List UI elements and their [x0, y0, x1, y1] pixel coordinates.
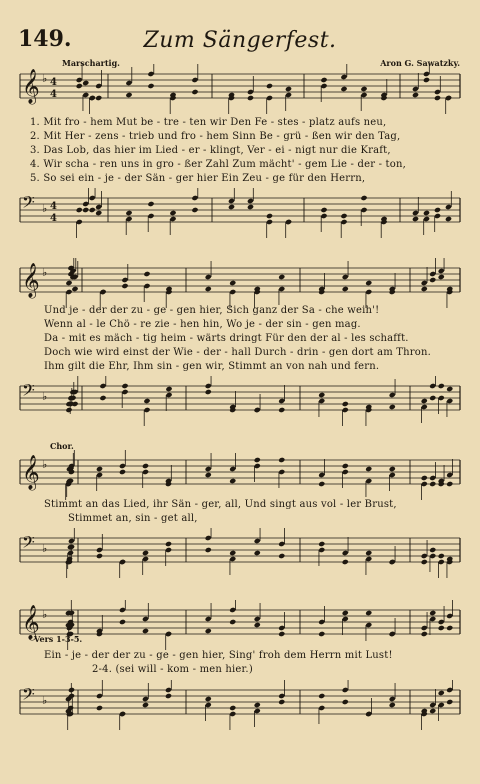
tempo-marking: Marschartig.	[62, 58, 120, 68]
note-head	[429, 277, 436, 283]
note-head	[429, 395, 436, 401]
system-4-bass-staff	[0, 680, 480, 730]
note-head	[421, 475, 428, 481]
system-4-line-1: Ein - je - der der zu - ge - gen hier, Sing' froh dem Herrn mit Lust!	[44, 650, 393, 661]
note-head	[342, 699, 349, 705]
note-head	[95, 210, 102, 216]
note-head	[365, 280, 372, 286]
note-head	[76, 83, 83, 89]
note-head	[82, 80, 89, 86]
note-head	[423, 210, 430, 216]
note-head	[229, 478, 236, 484]
note-head	[65, 407, 72, 413]
note-head	[342, 610, 349, 616]
note-head	[266, 213, 273, 219]
flat-key-signature-icon: ♭	[42, 266, 48, 279]
time-signature-bottom: 4	[50, 213, 57, 224]
note-head	[96, 466, 103, 472]
note-head	[191, 89, 198, 95]
note-head	[446, 481, 453, 487]
note-head	[229, 705, 236, 711]
note-head	[247, 204, 254, 210]
note-head	[205, 696, 212, 702]
note-head	[342, 559, 349, 565]
note-head	[389, 466, 396, 472]
note-head	[446, 699, 453, 705]
note-head	[71, 286, 78, 292]
note-head	[65, 280, 72, 286]
note-head	[142, 463, 149, 469]
note-head	[318, 693, 325, 699]
system-2-verse-4: Doch wie wird einst der Wie - der - hall Durch - drin - gen dort am Thron.	[44, 347, 432, 358]
flat-key-signature-icon: ♭	[42, 458, 48, 471]
treble-clef-icon: 𝄞	[22, 455, 40, 490]
note-head	[412, 216, 419, 222]
note-head	[82, 207, 89, 213]
time-signature-bottom: 4	[50, 89, 57, 100]
time-signature-top: 4	[50, 77, 57, 88]
note-head	[438, 383, 445, 389]
note-head	[434, 207, 441, 213]
note-head	[191, 207, 198, 213]
treble-clef-icon: 𝄞	[22, 263, 40, 298]
system-2-bass-staff	[0, 376, 480, 426]
note-head	[446, 386, 453, 392]
flat-key-signature-icon: ♭	[42, 608, 48, 621]
note-head	[229, 280, 236, 286]
note-head	[254, 457, 261, 463]
note-head	[342, 286, 349, 292]
system-3-line-2: Stimmet an, sin - get all,	[68, 513, 198, 524]
note-head	[125, 92, 132, 98]
note-head	[340, 213, 347, 219]
note-head	[278, 274, 285, 280]
hymn-title: Zum Sängerfest.	[143, 28, 337, 53]
note-head	[143, 398, 150, 404]
note-head	[360, 195, 367, 201]
note-head	[205, 547, 212, 553]
note-head	[342, 463, 349, 469]
system-1-verse-5: 5. So sei ein - je - der Sän - ger hier Ein Zeu - ge für den Herrn,	[30, 173, 366, 184]
note-head	[445, 216, 452, 222]
note-head	[421, 631, 428, 637]
treble-clef-icon: 𝄞	[22, 605, 40, 640]
note-head	[278, 457, 285, 463]
note-head	[421, 559, 428, 565]
note-head	[89, 207, 96, 213]
note-head	[438, 553, 445, 559]
note-head	[389, 404, 396, 410]
note-head	[342, 401, 349, 407]
verse-label: Vers 1-3-5.	[34, 634, 83, 644]
flat-key-signature-icon: ♭	[42, 202, 48, 215]
note-head	[340, 86, 347, 92]
system-1-bass-staff	[0, 188, 480, 238]
note-head	[421, 398, 428, 404]
note-head	[429, 547, 436, 553]
note-head	[119, 619, 126, 625]
note-head	[68, 687, 75, 693]
note-head	[228, 204, 235, 210]
note-head	[423, 77, 430, 83]
note-head	[96, 705, 103, 711]
note-head	[438, 625, 445, 631]
note-head	[365, 466, 372, 472]
note-head	[320, 207, 327, 213]
note-head	[205, 389, 212, 395]
system-2-verse-2: Wenn al - le Chö - re zie - hen hin, Wo je - der sin - gen mag.	[44, 319, 361, 330]
note-head	[121, 383, 128, 389]
system-4-line-2: 2-4. (sei will - kom - men hier.)	[92, 664, 253, 675]
note-head	[205, 472, 212, 478]
note-head	[143, 271, 150, 277]
chorus-label: Chor.	[50, 441, 74, 451]
note-head	[266, 83, 273, 89]
system-2-verse-5: Ihm gilt die Ehr, Ihm sin - gen wir, Stimmt an von nah und fern.	[44, 361, 380, 372]
note-head	[147, 201, 154, 207]
note-head	[278, 553, 285, 559]
time-signature-top: 4	[50, 201, 57, 212]
system-2-treble-staff	[0, 258, 480, 308]
note-head	[76, 207, 83, 213]
note-head	[229, 550, 236, 556]
note-head	[142, 702, 149, 708]
note-head	[429, 708, 436, 714]
note-head	[434, 95, 441, 101]
system-3-line-1: Stimmt an das Lied, ihr Sän - ger, all, Und singt aus vol - ler Brust,	[44, 499, 397, 510]
note-head	[165, 541, 172, 547]
note-head	[125, 210, 132, 216]
note-head	[95, 95, 102, 101]
note-head	[438, 274, 445, 280]
note-head	[320, 77, 327, 83]
note-head	[142, 550, 149, 556]
system-1-verse-4: 4. Wir scha - ren uns in gro - ßer Zahl Zum mächt' - gem Lie - der - ton,	[30, 159, 407, 170]
bass-clef-icon: 𝄢	[22, 684, 35, 708]
note-head	[96, 553, 103, 559]
note-head	[119, 469, 126, 475]
note-head	[254, 622, 261, 628]
flat-key-signature-icon: ♭	[42, 390, 48, 403]
note-head	[278, 699, 285, 705]
note-head	[205, 286, 212, 292]
bass-clef-icon: 𝄢	[22, 380, 35, 404]
note-head	[169, 210, 176, 216]
note-head	[318, 631, 325, 637]
note-head	[285, 86, 292, 92]
note-head	[278, 407, 285, 413]
note-head	[99, 395, 106, 401]
note-head	[318, 541, 325, 547]
note-head	[412, 92, 419, 98]
system-1-verse-1: 1. Mit fro - hem Mut be - tre - ten wir Den Fe - stes - platz aufs neu,	[30, 117, 387, 128]
note-head	[229, 619, 236, 625]
system-1-verse-3: 3. Das Lob, das hier im Lied - er - klingt, Ver - ei - nigt nur die Kraft,	[30, 145, 391, 156]
note-head	[142, 628, 149, 634]
note-head	[165, 693, 172, 699]
note-head	[365, 550, 372, 556]
note-head	[254, 550, 261, 556]
hymn-number: 149.	[18, 26, 72, 52]
system-3-bass-staff	[0, 528, 480, 578]
bass-clef-icon: 𝄢	[22, 532, 35, 556]
flat-key-signature-icon: ♭	[42, 694, 48, 707]
treble-clef-icon: 𝄞	[22, 69, 40, 104]
system-2-verse-1: Und je - der der zu - ge - gen hier, Sich ganz der Sa - che weih'!	[44, 305, 380, 316]
note-head	[438, 690, 445, 696]
note-head	[389, 702, 396, 708]
note-head	[147, 83, 154, 89]
composer-credit: Aron G. Sawatzky.	[380, 58, 460, 68]
note-head	[318, 392, 325, 398]
note-head	[360, 86, 367, 92]
note-head	[247, 95, 254, 101]
system-3-treble-staff	[0, 450, 480, 500]
note-head	[421, 286, 428, 292]
flat-key-signature-icon: ♭	[42, 72, 48, 85]
system-1-verse-2: 2. Mit Her - zens - trieb und fro - hem Sinn Be - grü - ßen wir den Tag,	[30, 131, 401, 142]
system-2-verse-3: Da - mit es mäch - tig heim - wärts dringt Für den der al - les schafft.	[44, 333, 409, 344]
note-head	[365, 610, 372, 616]
note-head	[446, 625, 453, 631]
note-head	[429, 610, 436, 616]
note-head	[278, 631, 285, 637]
note-head	[318, 481, 325, 487]
note-head	[165, 386, 172, 392]
bass-clef-icon: 𝄢	[22, 192, 35, 216]
note-head	[121, 283, 128, 289]
note-head	[429, 481, 436, 487]
note-head	[205, 628, 212, 634]
system-1-treble-staff	[0, 64, 480, 114]
flat-key-signature-icon: ♭	[42, 542, 48, 555]
note-head	[254, 702, 261, 708]
